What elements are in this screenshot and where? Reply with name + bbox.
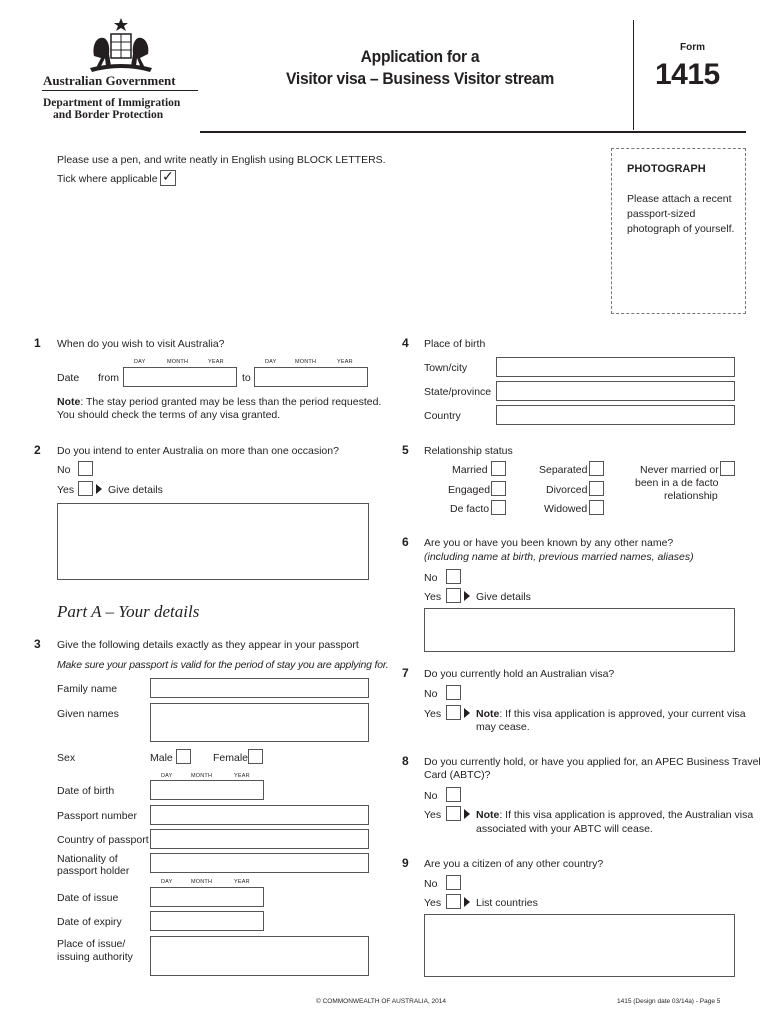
male-label: Male [150,752,173,764]
tick-mark: ✓ [162,168,174,184]
issue-day-caption: DAY [161,879,173,885]
widowed-label: Widowed [544,503,588,515]
q2-number: 2 [34,443,41,457]
q8-note-bold: Note [476,809,500,821]
q8-no-checkbox[interactable] [446,787,461,802]
given-names-label: Given names [57,708,119,720]
q1-to-month-caption: MONTH [295,359,317,365]
family-name-label: Family name [57,683,118,695]
given-names-field[interactable] [150,703,369,742]
q7-question: Do you currently hold an Australian visa? [424,668,615,680]
form-title-line1: Application for a [360,47,480,66]
part-a-title: Part A – Your details [57,602,200,621]
divorced-label: Divorced [546,484,588,496]
tick-instruction: Tick where applicable [57,173,158,185]
form-number-divider [633,20,634,130]
place-of-issue-label-line2: issuing authority [57,951,133,963]
intro-instruction: Please use a pen, and write neatly in English using BLOCK LETTERS. [57,154,386,166]
place-of-issue-label-line1: Place of issue/ [57,938,126,950]
q1-from-year-caption: YEAR [208,359,224,365]
passport-number-field[interactable] [150,805,369,825]
q6-details-field[interactable] [424,608,735,652]
q9-number: 9 [402,856,409,870]
q1-note-line1 [57,396,381,408]
nationality-field[interactable] [150,853,369,873]
form-label: Form [680,42,705,53]
q8-no-label: No [424,790,438,802]
female-checkbox[interactable] [248,749,263,764]
arrow-right-icon [96,484,102,494]
q9-yes-label: Yes [424,897,442,909]
q1-from-label: from [98,372,119,384]
engaged-checkbox[interactable] [491,481,506,496]
q7-note-line1 [476,708,746,720]
photograph-text3: photograph of yourself. [627,223,735,235]
q7-number: 7 [402,666,409,680]
q1-date-label: Date [57,372,80,384]
de-facto-checkbox[interactable] [491,500,506,515]
q9-no-label: No [424,878,438,890]
state-province-label: State/province [424,386,492,398]
town-city-label: Town/city [424,362,468,374]
dob-day-caption: DAY [161,773,173,779]
male-checkbox[interactable] [176,749,191,764]
q6-give-details-label: Give details [476,591,531,603]
country-of-passport-field[interactable] [150,829,369,849]
q7-no-checkbox[interactable] [446,685,461,700]
header-divider-left [42,90,198,91]
q6-yes-checkbox[interactable] [446,588,461,603]
q1-note-text1: : The stay period granted may be less than the period requested. [80,396,382,408]
q6-question: Are you or have you been known by any other name? [424,537,674,549]
q8-note-text1: : If this visa application is approved, the Australian visa [499,809,754,821]
dob-year-caption: YEAR [234,773,250,779]
q9-countries-field[interactable] [424,914,735,977]
date-of-expiry-label: Date of expiry [57,916,122,928]
footer-copyright: © COMMONWEALTH OF AUSTRALIA, 2014 [316,998,446,1005]
place-of-issue-field[interactable] [150,936,369,976]
q4-question: Place of birth [424,338,486,350]
widowed-checkbox[interactable] [589,500,604,515]
photograph-title: PHOTOGRAPH [627,163,706,175]
q3-question: Give the following details exactly as they appear in your passport [57,639,359,651]
q1-date-from-field[interactable] [123,367,237,387]
q1-from-month-caption: MONTH [167,359,189,365]
q6-subtext: (including name at birth, previous married names, aliases) [424,551,694,563]
q9-list-countries-label: List countries [476,897,538,909]
country-of-birth-field[interactable] [496,405,735,425]
dob-month-caption: MONTH [191,773,213,779]
dob-field[interactable] [150,780,264,800]
form-number: 1415 [655,58,720,91]
never-married-checkbox[interactable] [720,461,735,476]
q7-yes-checkbox[interactable] [446,705,461,720]
separated-checkbox[interactable] [589,461,604,476]
issue-month-caption: MONTH [191,879,213,885]
town-city-field[interactable] [496,357,735,377]
q6-no-checkbox[interactable] [446,569,461,584]
q8-yes-label: Yes [424,809,442,821]
q5-number: 5 [402,443,409,457]
dob-label: Date of birth [57,785,115,797]
q2-yes-checkbox[interactable] [78,481,93,496]
q8-note-line1 [476,809,753,821]
arrow-right-icon [464,897,470,907]
married-checkbox[interactable] [491,461,506,476]
q8-number: 8 [402,754,409,768]
q5-question: Relationship status [424,445,513,457]
passport-number-label: Passport number [57,810,137,822]
arrow-right-icon [464,708,470,718]
header-rule [200,131,746,133]
q7-note-bold: Note [476,708,500,720]
engaged-label: Engaged [448,484,491,496]
q9-question: Are you a citizen of any other country? [424,858,604,870]
state-province-field[interactable] [496,381,735,401]
q7-note-text1: : If this visa application is approved, your current visa [499,708,746,720]
never-married-label-line1: Never married or [640,464,719,476]
q2-no-label: No [57,464,71,476]
de-facto-label: De facto [450,503,490,515]
married-label: Married [452,464,488,476]
q7-no-label: No [424,688,438,700]
q4-number: 4 [402,336,409,350]
family-name-field[interactable] [150,678,369,698]
form-title-line2: Visitor visa – Business Visitor stream [285,69,554,88]
coat-of-arms-logo [84,16,158,74]
q2-give-details-label: Give details [108,484,163,496]
q1-to-label: to [242,372,251,384]
department-line1: Department of Immigration [43,97,181,109]
q8-yes-checkbox[interactable] [446,806,461,821]
country-of-birth-label: Country [424,410,461,422]
date-of-issue-field[interactable] [150,887,264,907]
q2-details-field[interactable] [57,503,369,580]
date-of-issue-label: Date of issue [57,892,119,904]
footer-page-info: 1415 (Design date 03/14a) - Page 5 [617,998,721,1005]
date-of-expiry-field[interactable] [150,911,264,931]
q8-question-line1: Do you currently hold, or have you applied for, an APEC Business Travel [424,756,761,768]
q6-no-label: No [424,572,438,584]
q3-number: 3 [34,637,41,651]
q2-no-checkbox[interactable] [78,461,93,476]
q3-subtext: Make sure your passport is valid for the period of stay you are applying for. [57,659,389,671]
photograph-text2: passport-sized [627,208,696,220]
q6-number: 6 [402,535,409,549]
q2-question: Do you intend to enter Australia on more than one occasion? [57,445,339,457]
q1-to-year-caption: YEAR [337,359,353,365]
q8-note-line2: associated with your ABTC will cease. [476,823,653,835]
divorced-checkbox[interactable] [589,481,604,496]
never-married-label-line2: been in a de facto [635,477,719,489]
arrow-right-icon [464,591,470,601]
never-married-label-line3: relationship [664,490,718,502]
nationality-label-line2: passport holder [57,865,130,877]
photograph-text1: Please attach a recent [627,193,732,205]
sex-label: Sex [57,752,76,764]
q1-from-day-caption: DAY [134,359,146,365]
q1-note-line2: You should check the terms of any visa granted. [57,409,281,421]
arrow-right-icon [464,809,470,819]
separated-label: Separated [539,464,588,476]
q1-number: 1 [34,336,41,350]
q1-note-bold: Note [57,396,81,408]
q9-yes-checkbox[interactable] [446,894,461,909]
issue-year-caption: YEAR [234,879,250,885]
country-of-passport-label: Country of passport [57,834,149,846]
department-line2: and Border Protection [53,109,164,121]
nationality-label-line1: Nationality of [57,853,118,865]
q7-yes-label: Yes [424,708,442,720]
q1-date-to-field[interactable] [254,367,368,387]
q1-question: When do you wish to visit Australia? [57,338,225,350]
q9-no-checkbox[interactable] [446,875,461,890]
q2-yes-label: Yes [57,484,75,496]
q1-to-day-caption: DAY [265,359,277,365]
q8-question-line2: Card (ABTC)? [424,769,491,781]
q6-yes-label: Yes [424,591,442,603]
female-label: Female [213,752,249,764]
q7-note-line2: may cease. [476,721,530,733]
government-name: Australian Government [43,73,176,88]
